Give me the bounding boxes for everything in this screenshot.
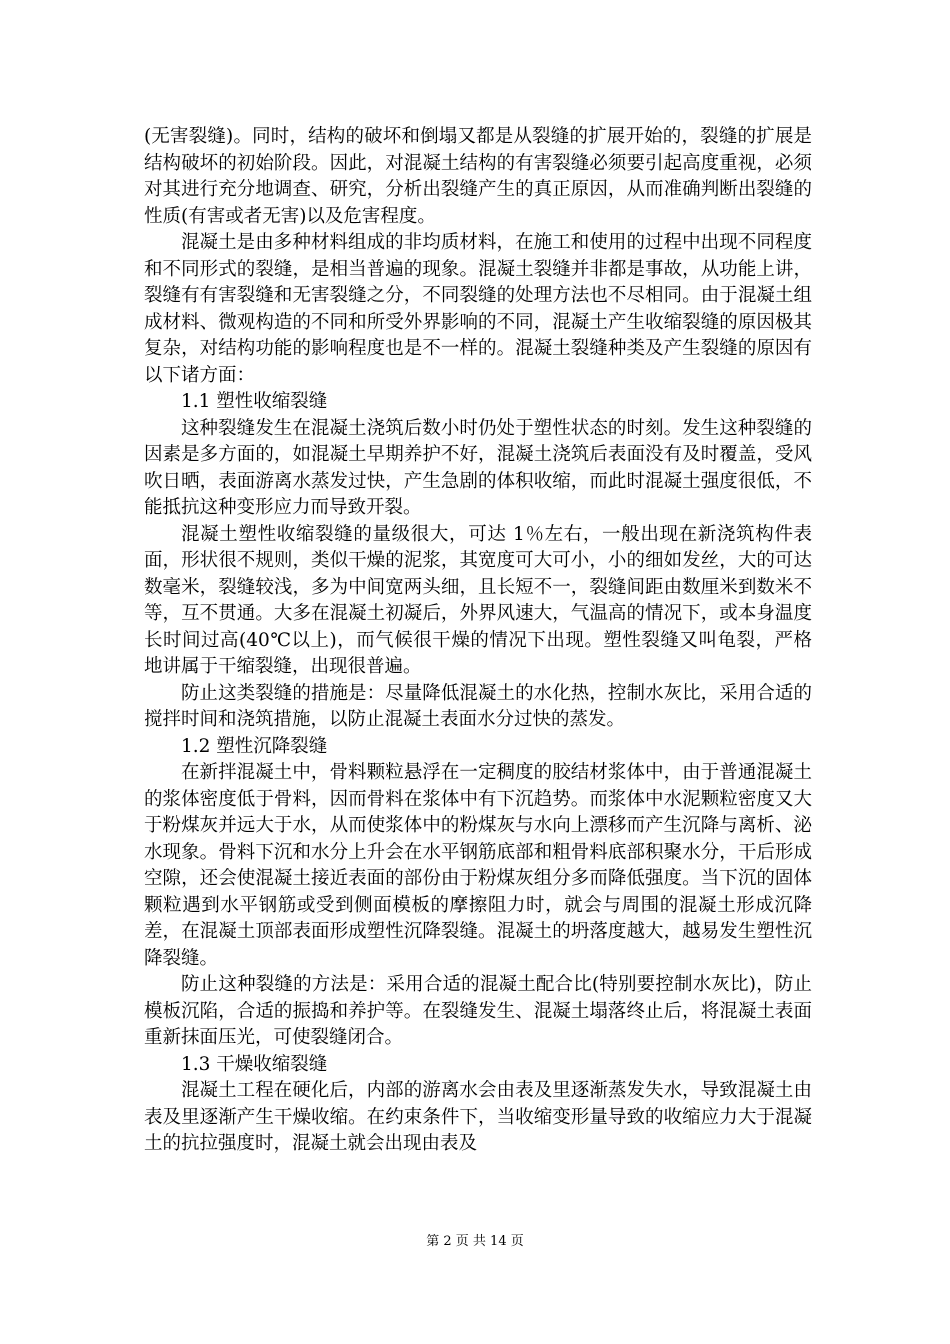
- paragraph: 混凝土塑性收缩裂缝的量级很大，可达 1％左右，一般出现在新浇筑构件表面，形状很不规则，类似干燥的泥浆，其宽度可大可小，小的细如发丝，大的可达数毫米，裂缝较浅，多为中间宽两头细，且长短不一，裂缝间距由数厘米到数米不等，互不贯通。大多在混凝土初凝后，外界风速大，气温高的情况下，或本身温度长时间过高(40℃以上)，而气候很干燥的情况下出现。塑性裂缝又叫龟裂，严格地讲属于干缩裂缝，出现很普遍。: [144, 523, 812, 677]
- paragraph: 这种裂缝发生在混凝土浇筑后数小时仍处于塑性状态的时刻。发生这种裂缝的因素是多方面的，如混凝土早期养护不好，混凝土浇筑后表面没有及时覆盖，受风吹日晒，表面游离水蒸发过快，产生急剧的体积收缩，而此时混凝土强度很低，不能抵抗这种变形应力而导致开裂。: [144, 417, 812, 518]
- paragraph: 防止这种裂缝的方法是：采用合适的混凝土配合比(特别要控制水灰比)，防止模板沉陷，合适的振捣和养护等。在裂缝发生、混凝土塌落终止后，将混凝土表面重新抹面压光，可使裂缝闭合。: [144, 974, 812, 1048]
- section-heading: 1.1 塑性收缩裂缝: [181, 391, 328, 412]
- document-body: [144, 124, 812, 1158]
- paragraph: 在新拌混凝土中，骨料颗粒悬浮在一定稠度的胶结材浆体中，由于普通混凝土的浆体密度低于骨料，因而骨料在浆体中有下沉趋势。而浆体中水泥颗粒密度又大于粉煤灰并远大于水，从而使浆体中的粉煤灰与水向上漂移而产生沉降与离析、泌水现象。骨料下沉和水分上升会在水平钢筋底部和粗骨料底部积聚水分，干后形成空隙，还会使混凝土接近表面的部份由于粉煤灰组分多而降低强度。当下沉的固体颗粒遇到水平钢筋或受到侧面模板的摩擦阻力时，就会与周围的混凝土形成沉降差，在混凝土顶部表面形成塑性沉降裂缝。混凝土的坍落度越大，越易发生塑性沉降裂缝。: [144, 762, 812, 969]
- section-heading: 1.3 干燥收缩裂缝: [181, 1053, 328, 1075]
- paragraph: 混凝土工程在硬化后，内部的游离水会由表及里逐渐蒸发失水，导致混凝土由表及里逐渐产生干燥收缩。在约束条件下，当收缩变形量导致的收缩应力大于混凝土的抗拉强度时，混凝土就会出现由表及: [144, 1080, 812, 1154]
- paragraph: (无害裂缝)。同时，结构的破坏和倒塌又都是从裂缝的扩展开始的，裂缝的扩展是结构破坏的初始阶段。因此，对混凝土结构的有害裂缝必须要引起高度重视，必须对其进行充分地调查、研究，分析出裂缝产生的真正原因，从而准确判断出裂缝的性质(有害或者无害)以及危害程度。: [144, 126, 812, 227]
- paragraph: 防止这类裂缝的措施是：尽量降低混凝土的水化热，控制水灰比，采用合适的搅拌时间和浇筑措施，以防止混凝土表面水分过快的蒸发。: [144, 682, 812, 730]
- section-heading: 1.2 塑性沉降裂缝: [181, 735, 328, 757]
- page-number: 第 2 页 共 14 页: [426, 1234, 524, 1249]
- paragraph: 混凝土是由多种材料组成的非均质材料，在施工和使用的过程中出现不同程度和不同形式的裂缝，是相当普遍的现象。混凝土裂缝并非都是事故，从功能上讲，裂缝有有害裂缝和无害裂缝之分，不同裂缝的处理方法也不尽相同。由于混凝土组成材料、微观构造的不同和所受外界影响的不同，混凝土产生收缩裂缝的原因极其复杂，对结构功能的影响程度也是不一样的。混凝土裂缝种类及产生裂缝的原因有以下诸方面：: [144, 232, 812, 386]
